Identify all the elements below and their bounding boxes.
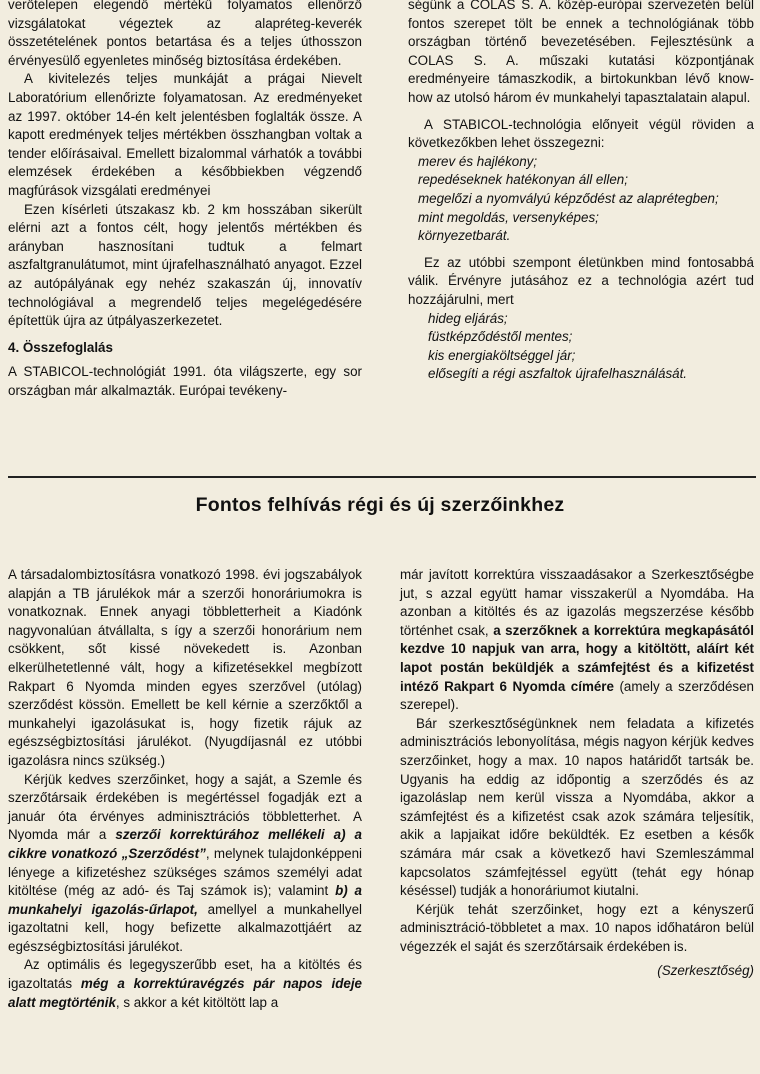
- advantages-list: [408, 153, 754, 246]
- paragraph: A társadalombiztosításra vonatkozó 1998. évi jogszabályok alapján a TB járulékok már a szerzői honoráriumokra is vonatkoznak. Ennek anyagi többletterheit a Kiadónk nagyvonalúan átvállalta, s így a szerzői honorárium nem csökkent, sőt kissé növekedett is. Azonban elkerülhetetlenné vált, hogy a kifizetésekkel megbízott Rakpart 6 Nyomda minden egyes szerzővel (utólag) szerződést kössön. Emellett be kell kérnie a szerzőktől a munkahelyi igazolásukat is, hogy fizetik rájuk az egészségbiztosítási járulékot. (Nyugdíjasnál ez utóbbi igazolásra nincs szükség.): [8, 567, 362, 768]
- emphasis: még a korrektúravégzés pár napos ideje alatt megtörténik: [8, 976, 362, 1010]
- list-item: repedéseknek hatékonyan áll ellen;: [418, 172, 628, 188]
- list-item: hideg eljárás;: [428, 310, 508, 326]
- paragraph: Ez az utóbbi szempont életünkben mind fontosabbá válik. Érvényre jutásához ez a technológia azért tud hozzájárulni, mert: [408, 254, 754, 307]
- signature: (Szerkesztőség): [657, 963, 754, 979]
- list-item: megelőzi a nyomvályú képződést az alaprétegben;: [418, 190, 719, 206]
- section-divider: [8, 476, 756, 478]
- list-item: mint megoldás, versenyképes;: [418, 209, 599, 225]
- section-heading: 4. Összefoglalás: [8, 339, 113, 355]
- paragraph: A STABICOL-technológia előnyeit végül röviden a következőkben lehet összegezni:: [408, 116, 754, 151]
- article-left-column: [8, 566, 362, 1012]
- paragraph: Kérjük kedves szerzőinket, hogy a saját, a Szemle és szerzőtársaik érdekében is megértéssel fogadják ezt a január óta érvényes adminisztrációs többletterhet. A Nyomda már a szerzői korrektúrához mellékeli a) a cikkre vonatkozó „Szerződést”, melynek tulajdonképpeni lényege a kifizetéshez szükséges számos személyi adat kitöltése (még az adó- és Taj számok is); valamint b) a munkahelyi igazolás-űrlapot, amellyel a munkahellyel igazoltatni kell, hogy befizette alkalmazottjáért az egészségbiztosítási járulékot.: [8, 771, 362, 954]
- article-right-column: [400, 566, 754, 981]
- paragraph: Az optimális és legegyszerűbb eset, ha a kitöltés és igazoltatás még a korrektúravégzés pár napos ideje alatt megtörténik, s akkor a két kitöltött lap a: [8, 957, 362, 1010]
- article-title: Fontos felhívás régi és új szerzőinkhez: [195, 494, 565, 516]
- paragraph: A STABICOL-technológiát 1991. óta világszerte, egy sor országban már alkalmazták. Európai tevékeny-: [8, 364, 362, 398]
- environment-list: [408, 310, 754, 384]
- emphasis: szerzői korrektúrához mellékeli a) a cikkre vonatkozó „Szerződést”: [8, 827, 362, 861]
- list-item: kis energiaköltséggel jár;: [428, 347, 576, 363]
- list-item: elősegíti a régi aszfaltok újrafelhasználását.: [428, 366, 688, 382]
- paragraph: ségünk a COLAS S. A. közép-európai szervezetén belül fontos szerepet tölt be ennek a technológiának több országban történő bevezetésében. Fejlesztésünk a COLAS S. A. műszaki kutatási központjának eredményeire támaszkodik, a birtokunkban lévő know-how az utolsó három év munkahelyi tapasztalatain alapul.: [408, 0, 754, 105]
- paragraph: Kérjük tehát szerzőinket, hogy ezt a kényszerű adminisztráció-többletet a max. 10 napos időhatáron belül végezzék el saját és szerzőtársaik érdekében is.: [400, 901, 754, 954]
- top-right-column: [408, 0, 754, 384]
- emphasis: a szerzőknek a korrektúra megkapásától kezdve 10 napjuk van arra, hogy a kitöltött, aláírt két lapot postán beküldjék a számfejtést és a kifizetést intéző Rakpart 6 Nyomda címére: [400, 622, 754, 694]
- list-item: környezetbarát.: [418, 228, 511, 244]
- top-left-column: [8, 0, 362, 400]
- paragraph: már javított korrektúra visszaadásakor a Szerkesztőségbe jut, s azzal együtt hamar visszakerül a Nyomdába. Ha azonban a kitöltés és az igazolás megszerzése később történhet csak, a szerzőknek a korrektúra megkapásától kezdve 10 napjuk van arra, hogy a kitöltött, aláírt két lapot postán beküldjék a számfejtést és a kifizetést intéző Rakpart 6 Nyomda címére (amely a szerződésen szerepel).: [400, 567, 754, 713]
- emphasis: b) a munkahelyi igazolás-űrlapot,: [8, 883, 362, 917]
- paragraph: verőtelepen elegendő mértékű folyamatos ellenőrző vizsgálatokat végeztek az alapréteg-keverék összetételének pontos betartása és a teljes úthosszon érvényesülő egyenletes minőség biztosítása érdekében.: [8, 0, 362, 68]
- paragraph: Bár szerkesztőségünknek nem feladata a kifizetés adminisztrációs lebonyolítása, mégis nagyon kérjük kedves szerzőinket, hogy a max. 10 napos határidőt tartsák be. Ugyanis ha eddig az időpontig a szerződés és az igazoláslap nem kerül vissza a Nyomdába, akkor a számfejtést és a kifizetést csak azok számára teljesítik, akik a lapjaikat időre beküldték. Ez esetben a késők számára már csak a következő havi Szemleszámmal kapcsolatos számfejtéssel együtt (tehát egy hónap késéssel) tudják a honoráriumot kiutalni.: [400, 715, 754, 899]
- list-item: füstképződéstől mentes;: [428, 329, 573, 345]
- list-item: merev és hajlékony;: [418, 153, 538, 169]
- paragraph: Ezen kísérleti útszakasz kb. 2 km hosszában sikerült elérni azt a fontos célt, hogy jelentős mértékben és arányban hasznosítani tudtuk a felmart aszfaltgranulátumot, mint újrafelhasználható anyagot. Ezzel az autópályának egy nehéz szakaszán új, innovatív technológiával a megrendelő teljes megelégedésére építettük újra az útpályaszerkezetet.: [8, 201, 362, 329]
- paragraph: A kivitelezés teljes munkáját a prágai Nievelt Laboratórium ellenőrizte folyamatosan. Az eredményeket az 1997. október 14-én kelt jelentésben foglalták össze. A kapott eredmények teljes mértékben összhangban voltak a tender előírásaival. Emellett bizalommal várhatók a további elemzések érdekében a későbbiekben végzendő magfúrások vizsgálati eredményei: [8, 71, 362, 198]
